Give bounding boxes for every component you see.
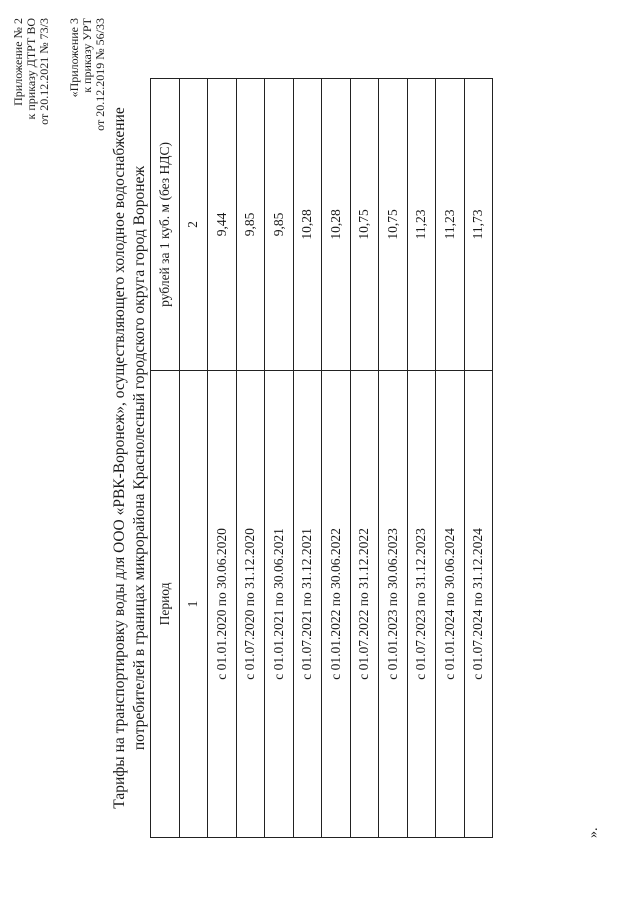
- period-cell: с 01.07.2021 по 31.12.2021: [293, 370, 322, 837]
- tariff-cell: 10,75: [350, 79, 379, 371]
- period-cell: с 01.07.2022 по 31.12.2022: [350, 370, 379, 837]
- table-row: [407, 79, 436, 838]
- table-row: [265, 79, 294, 838]
- tariff-cell: 10,28: [293, 79, 322, 371]
- appendix-current-block: [12, 18, 51, 125]
- period-cell: с 01.01.2022 по 30.06.2022: [322, 370, 351, 837]
- appendix-original-line2: к приказу УРТ: [80, 18, 94, 93]
- table-row: [464, 79, 493, 838]
- rotated-document-page: [0, 18, 620, 838]
- table-row: [293, 79, 322, 838]
- tariff-cell: 11,73: [464, 79, 493, 371]
- tariff-cell: 10,28: [322, 79, 351, 371]
- table-column-number-row: [179, 79, 208, 838]
- appendix-current-line2: к приказу ДТРТ ВО: [24, 18, 38, 120]
- header-period: Период: [151, 370, 180, 837]
- title-line2: потребителей в границах микрорайона Краснолесный городского округа город Воронеж: [131, 165, 148, 751]
- appendix-current-line1: Приложение № 2: [11, 18, 25, 106]
- period-cell: с 01.07.2024 по 31.12.2024: [464, 370, 493, 837]
- period-cell: с 01.07.2023 по 31.12.2023: [407, 370, 436, 837]
- tariff-table: [150, 78, 493, 838]
- header-tariff: рублей за 1 куб. м (без НДС): [151, 79, 180, 371]
- tariff-cell: 9,85: [265, 79, 294, 371]
- table-header-row: [151, 79, 180, 838]
- column-number-2: 2: [179, 79, 208, 371]
- period-cell: с 01.01.2024 по 30.06.2024: [436, 370, 465, 837]
- table-row: [379, 79, 408, 838]
- table-row: [208, 79, 237, 838]
- appendix-original-block: [68, 18, 107, 131]
- title-line1: Тарифы на транспортировку воды для ООО «РВК-Воронеж», осуществляющего холодное водоснабжение: [111, 107, 128, 809]
- column-number-1: 1: [179, 370, 208, 837]
- table-row: [436, 79, 465, 838]
- tariff-cell: 9,44: [208, 79, 237, 371]
- document-title: [110, 78, 150, 838]
- period-cell: с 01.01.2021 по 30.06.2021: [265, 370, 294, 837]
- closing-quote-mark: ».: [586, 827, 601, 838]
- tariff-cell: 11,23: [436, 79, 465, 371]
- table-row: [350, 79, 379, 838]
- tariff-cell: 10,75: [379, 79, 408, 371]
- period-cell: с 01.01.2023 по 30.06.2023: [379, 370, 408, 837]
- table-row: [322, 79, 351, 838]
- tariff-cell: 9,85: [236, 79, 265, 371]
- period-cell: с 01.07.2020 по 31.12.2020: [236, 370, 265, 837]
- period-cell: с 01.01.2020 по 30.06.2020: [208, 370, 237, 837]
- appendix-original-line3: от 20.12.2019 № 56/33: [93, 18, 107, 131]
- table-row: [236, 79, 265, 838]
- appendix-original-line1: «Приложение 3: [67, 18, 81, 98]
- appendix-current-line3: от 20.12.2021 № 73/3: [37, 18, 51, 125]
- tariff-cell: 11,23: [407, 79, 436, 371]
